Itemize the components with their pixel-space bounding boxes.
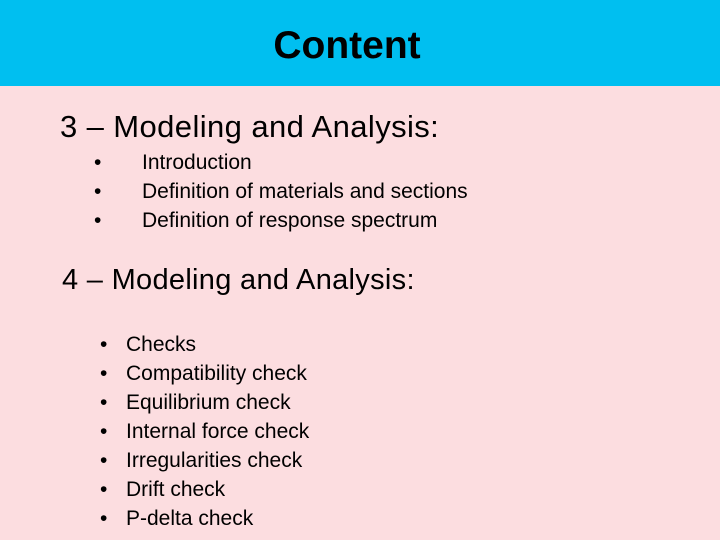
list-item-text: Definition of response spectrum: [142, 209, 438, 232]
section-heading-4: 4 – Modeling and Analysis:: [62, 264, 415, 296]
bullet-icon: •: [94, 209, 102, 232]
title-banner: [0, 0, 720, 86]
list-item-text: Equilibrium check: [126, 391, 291, 414]
list-item-text: Definition of materials and sections: [142, 180, 468, 203]
section-heading-3: 3 – Modeling and Analysis:: [60, 109, 440, 144]
bullet-icon: •: [100, 391, 108, 414]
list-item-text: Irregularities check: [126, 449, 303, 472]
bullet-icon: •: [100, 420, 108, 443]
slide-title: Content: [273, 24, 421, 67]
list-item-text: Internal force check: [126, 420, 310, 443]
bullet-icon: •: [100, 507, 108, 530]
bullet-icon: •: [100, 478, 108, 501]
list-item-text: Introduction: [142, 151, 252, 174]
bullet-icon: •: [94, 180, 102, 203]
bullet-icon: •: [100, 362, 108, 385]
list-item-text: P-delta check: [126, 507, 254, 530]
bullet-icon: •: [94, 151, 102, 174]
bullet-icon: •: [100, 333, 108, 356]
list-item-text: Checks: [126, 333, 197, 356]
bullet-icon: •: [100, 449, 108, 472]
list-item-text: Drift check: [126, 478, 226, 501]
list-item-text: Compatibility check: [126, 362, 307, 385]
